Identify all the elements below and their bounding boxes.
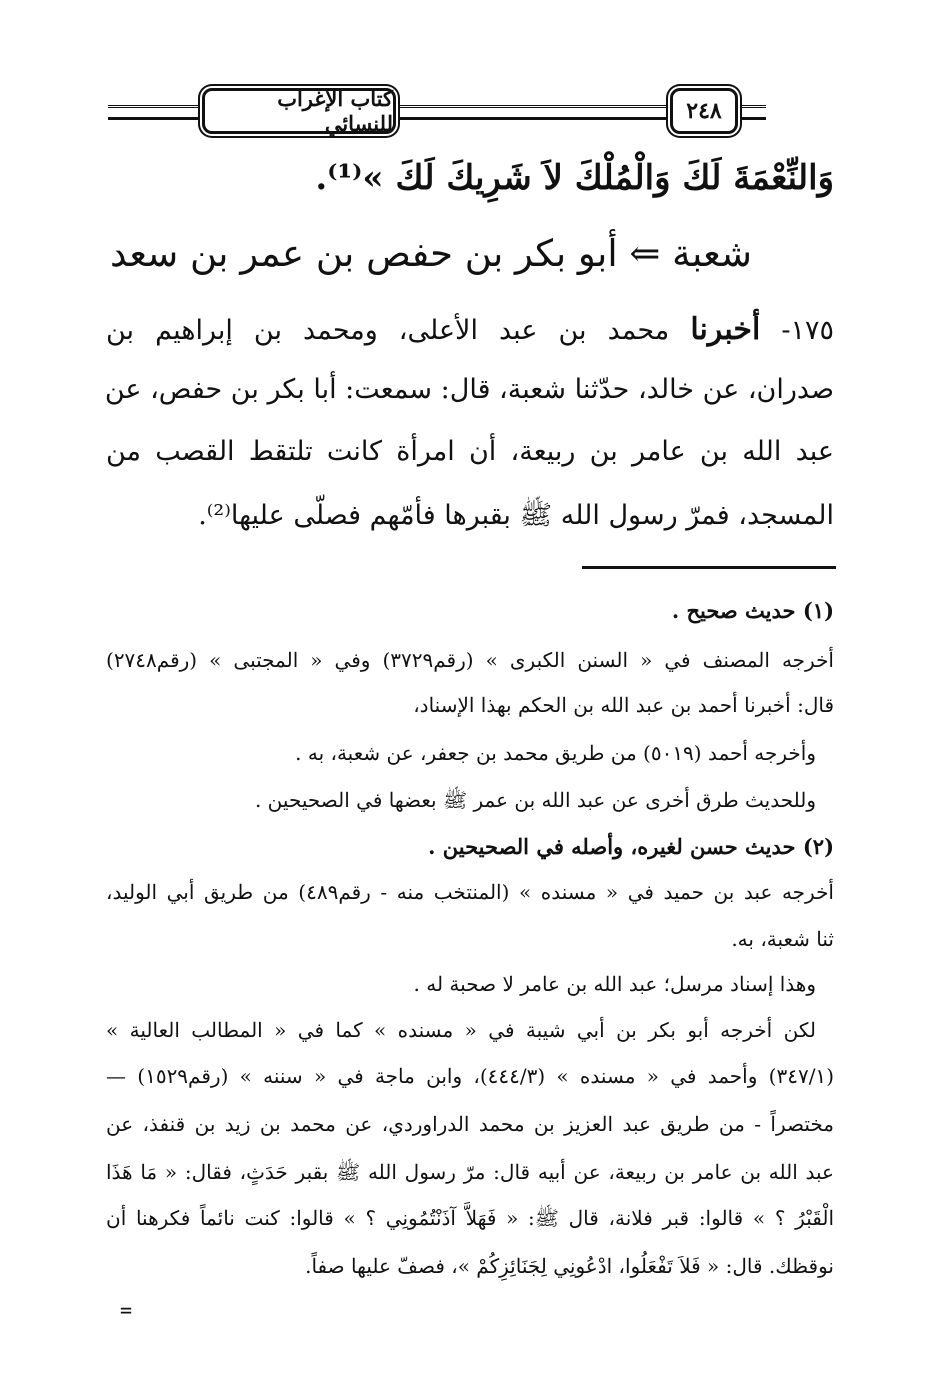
hadith-text: محمد بن عبد الأعلى، ومحمد بن إبراهيم بن xyxy=(106,315,670,346)
hadith-line-2: صدران، عن خالد، حدّثنا شعبة، قال: سمعت: أبا بكر بن حفص، عن xyxy=(104,374,834,405)
footnote-divider xyxy=(582,566,836,569)
footnote-1-line: وأخرجه أحمد (٥٠١٩) من طريق محمد بن جعفر، عن شعبة، به . xyxy=(295,741,816,765)
footnote-2-line: مختصراً - من طريق عبد العزيز بن محمد الدراوردي، عن محمد بن زيد بن قنفذ، عن xyxy=(106,1112,834,1136)
hadith-line-1 xyxy=(106,312,834,347)
page-number: ٢٤٨ xyxy=(686,98,722,124)
hadith-line-3: عبد الله بن عامر بن ربيعة، أن امرأة كانت تلتقط القصب من xyxy=(106,436,834,467)
continuation-mark: = xyxy=(120,1298,133,1322)
page-header xyxy=(108,84,836,138)
chain-heading: شعبة ⇐ أبو بكر بن حفص بن عمر بن سعد xyxy=(109,232,752,275)
footnote-2-title: (٢) حديث حسن لغيره، وأصله في الصحيحين . xyxy=(428,834,834,859)
footnote-1-title: (١) حديث صحيح . xyxy=(671,598,834,623)
footnote-1-line: وللحديث طرق أخرى عن عبد الله بن عمر ﷺ بعضها في الصحيحين . xyxy=(254,788,816,812)
footnote-2-line: عبد الله بن عامر بن ربيعة، عن أبيه قال: مرّ رسول الله ﷺ بقبر حَدَثٍ، فقال: « مَا هَذَا xyxy=(106,1160,834,1184)
footnote-2-line: (٣٤٧/١) وأحمد في « مسنده » (٤٤٤/٣)، وابن ماجة في « سننه » (رقم١٥٢٩) — xyxy=(106,1064,834,1088)
hadith-lead: أخبرنا xyxy=(690,312,761,347)
book-title: كتاب الإغراب للنسائي xyxy=(277,86,393,136)
footnote-2-line: ثنا شعبة، به. xyxy=(731,927,834,951)
footnote-2-line: نوقظك. قال: « فَلاَ تَفْعَلُوا، ادْعُونِي لِجَنَائِزِكُمْ »، فصفّ عليها صفاً. xyxy=(305,1254,834,1278)
hadith-line-4: المسجد، فمرّ رسول الله ﷺ بقبرها فأمّهم فصلّى عليها⁽²⁾. xyxy=(198,500,834,531)
hadith-number: ١٧٥- xyxy=(781,315,834,346)
book-title-box xyxy=(202,88,396,134)
footnote-2-line: الْقَبْرُ ؟ » قالوا: قبر فلانة، قال ﷺ: « فَهَلاَّ آذَنْتُمُونِي ؟ » قالوا: كنت نائماً فكرهنا أن xyxy=(106,1206,834,1230)
footnote-2-line: لكن أخرجه أبو بكر بن أبي شيبة في « مسنده » كما في « المطالب العالية » xyxy=(106,1018,816,1042)
footnote-2-line: أخرجه عبد بن حميد في « مسنده » (المنتخب منه - رقم٤٨٩) من طريق أبي الوليد، xyxy=(106,880,834,904)
verse-ending: وَالنِّعْمَةَ لَكَ وَالْمُلْكَ لاَ شَرِيكَ لَكَ »⁽¹⁾. xyxy=(315,158,834,198)
footnote-1-line: قال: أخبرنا أحمد بن عبد الله بن الحكم بهذا الإسناد، xyxy=(413,693,834,717)
header-rule-left xyxy=(108,105,200,120)
footnote-2-line: وهذا إسناد مرسل؛ عبد الله بن عامر لا صحبة له . xyxy=(413,972,816,996)
page-number-box xyxy=(670,88,738,134)
footnote-1-line: أخرجه المصنف في « السنن الكبرى » (رقم٣٧٢٩) وفي « المجتبى » (رقم٢٧٤٨) xyxy=(106,648,834,672)
